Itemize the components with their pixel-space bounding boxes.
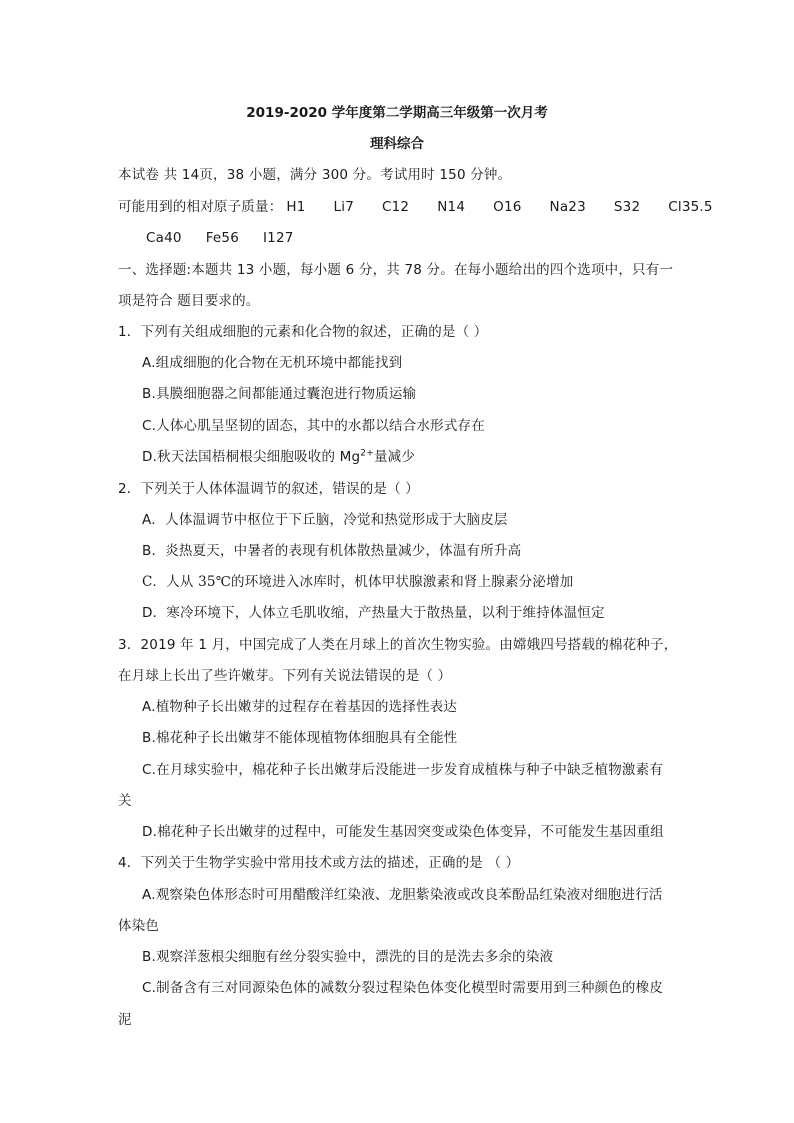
question-4-option-b: B.观察洋葱根尖细胞有丝分裂实验中，漂洗的目的是洗去多余的染液 (142, 949, 554, 965)
question-1-option-d (142, 448, 415, 466)
page-subtitle: 理科综合 (370, 136, 424, 152)
question-2-option-d: D．寒冷环境下，人体立毛肌收缩，产热量大于散热量，以利于维持体温恒定 (142, 605, 605, 621)
question-2-stem: 2．下列关于人体体温调节的叙述，错误的是（ ） (118, 481, 419, 497)
question-4-option-a-line1: A.观察染色体形态时可用醋酸洋红染液、龙胆紫染液或改良苯酚品红染液对细胞进行活 (142, 887, 663, 903)
exam-info: 本试卷 共 14页，38 小题，满分 300 分。考试用时 150 分钟。 (118, 167, 512, 183)
question-1-stem: 1．下列有关组成细胞的元素和化合物的叙述，正确的是（ ） (118, 324, 488, 340)
question-3-option-c-line1: C.在月球实验中，棉花种子长出嫩芽后没能进一步发育成植株与种子中缺乏植物激素有 (142, 762, 664, 778)
mass-s: S32 (613, 199, 641, 215)
mass-cl: Cl35.5 (668, 199, 713, 215)
question-2-option-c: C．人从 35℃的环境进入冰库时，机体甲状腺激素和肾上腺素分泌增加 (142, 574, 574, 590)
mass-c: C12 (382, 199, 410, 215)
question-1-option-c: C.人体心肌呈坚韧的固态，其中的水都以结合水形式存在 (142, 418, 485, 434)
question-1-option-b: B.具膜细胞器之间都能通过囊泡进行物质运输 (142, 386, 417, 402)
question-4-option-c-line1: C.制备含有三对同源染色体的减数分裂过程染色体变化模型时需要用到三种颜色的橡皮 (142, 980, 664, 996)
atomic-masses-label: 可能用到的相对原子质量： (118, 199, 283, 215)
question-4-stem: 4．下列关于生物学实验中常用技术或方法的描述，正确的是 （ ） (118, 855, 520, 871)
atomic-masses-row2 (146, 229, 294, 247)
section-heading-line2: 项是符合 题目要求的。 (118, 293, 260, 309)
question-1-option-a: A.组成细胞的化合物在无机环境中都能找到 (142, 355, 403, 371)
mass-h: H1 (286, 199, 306, 215)
mass-li: Li7 (333, 199, 355, 215)
mass-ca: Ca40 (146, 230, 182, 246)
question-3-option-d: D.棉花种子长出嫩芽的过程中，可能发生基因突变或染色体变异，不可能发生基因重组 (142, 824, 664, 840)
question-1-option-d-sup: 2+ (360, 448, 374, 459)
mass-na: Na23 (549, 199, 586, 215)
atomic-masses-row1 (118, 198, 713, 216)
question-2-option-a: A．人体温调节中枢位于下丘脑，冷觉和热觉形成于大脑皮层 (142, 512, 508, 528)
question-3-option-b: B.棉花种子长出嫩芽不能体现植物体细胞具有全能性 (142, 730, 458, 746)
mass-fe: Fe56 (205, 230, 239, 246)
mass-i: I127 (263, 230, 294, 246)
question-3-stem-line2: 在月球上长出了些许嫩芽。下列有关说法错误的是（ ） (118, 668, 452, 684)
question-1-option-d-text: D.秋天法国梧桐根尖细胞吸收的 Mg (142, 449, 361, 465)
mass-o: O16 (493, 199, 522, 215)
section-heading-line1: 一、选择题:本题共 13 小题，每小题 6 分，共 78 分。在每小题给出的四个选项中，只有一 (118, 262, 674, 278)
mass-n: N14 (437, 199, 466, 215)
question-2-option-b: B．炎热夏天，中暑者的表现有机体散热量减少，体温有所升高 (142, 543, 522, 559)
question-3-stem-line1: 3．2019 年 1 月，中国完成了人类在月球上的首次生物实验。由嫦娥四号搭载的棉花种子， (118, 637, 678, 653)
page-title: 2019-2020 学年度第二学期高三年级第一次月考 (246, 105, 548, 121)
question-4-option-a-line2: 体染色 (118, 918, 160, 934)
question-1-option-d-suffix: 量减少 (373, 449, 416, 465)
question-3-option-c-line2: 关 (118, 793, 132, 809)
question-3-option-a: A.植物种子长出嫩芽的过程存在着基因的选择性表达 (142, 699, 458, 715)
question-4-option-c-line2: 泥 (118, 1012, 132, 1028)
